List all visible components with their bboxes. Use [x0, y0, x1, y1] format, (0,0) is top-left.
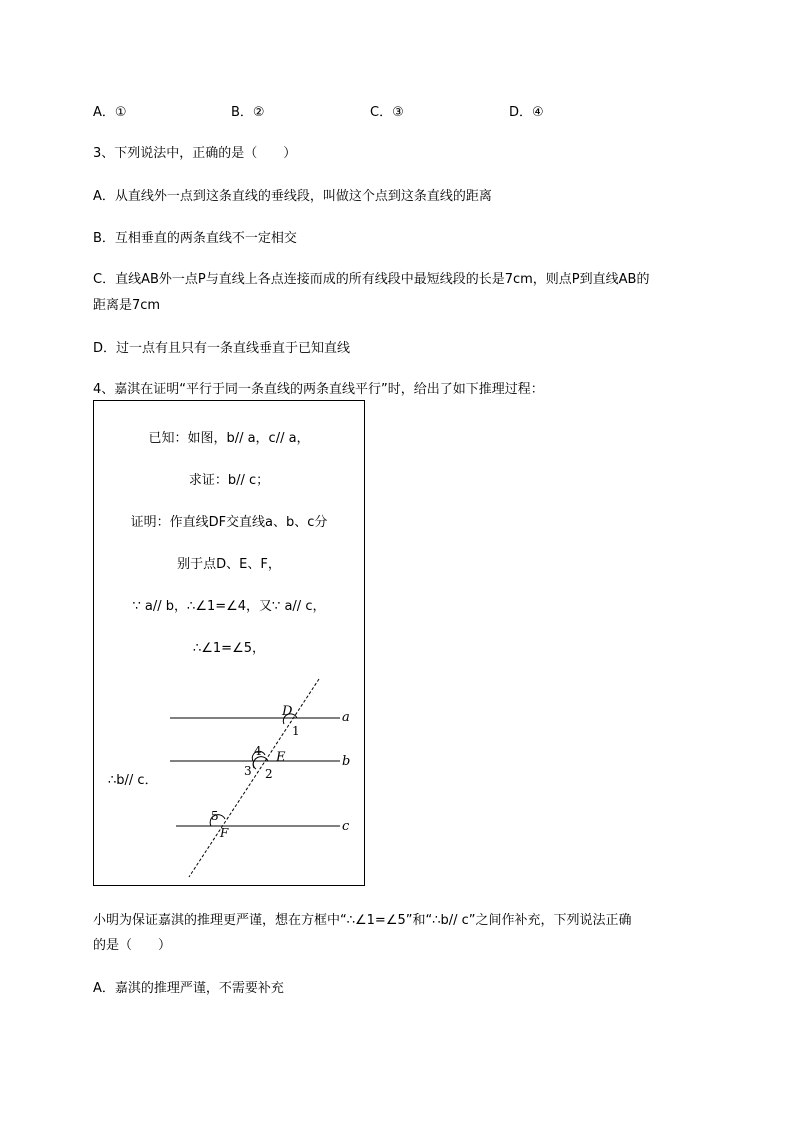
- transversal-df: [189, 679, 319, 877]
- proof-known: 已知：如图，b// a，c// a，: [148, 431, 310, 446]
- label-line-c: c: [342, 819, 350, 834]
- proof-prove: 求证：b// c；: [188, 473, 270, 488]
- label-point-f: F: [220, 826, 229, 840]
- label-angle-2: 2: [265, 767, 273, 781]
- q3-option-b: B．互相垂直的两条直线不一定相交: [93, 231, 297, 246]
- label-angle-4: 4: [254, 744, 262, 758]
- proof-line2: 别于点D、E、F，: [177, 557, 281, 572]
- label-angle-5: 5: [211, 809, 219, 823]
- q3-stem: 3、下列说法中，正确的是（ ）: [93, 146, 297, 161]
- q3-option-c-line2: 距离是7cm: [93, 298, 161, 313]
- proof-box: [93, 400, 365, 886]
- label-point-d: D: [282, 704, 293, 719]
- proof-line1: 证明：作直线DF交直线a、b、c分: [130, 515, 328, 530]
- q4-option-a: A．嘉淇的推理严谨，不需要补充: [93, 981, 284, 996]
- option-a: A．①: [93, 105, 127, 120]
- q4-stem: 4、嘉淇在证明“平行于同一条直线的两条直线平行”时，给出了如下推理过程：: [93, 382, 544, 397]
- label-angle-3: 3: [244, 764, 252, 778]
- parallel-lines-figure: [94, 401, 364, 885]
- proof-step2: ∴∠1=∠5，: [192, 641, 265, 656]
- label-line-b: b: [342, 754, 351, 769]
- option-c: C．③: [370, 105, 404, 120]
- q3-option-a: A．从直线外一点到这条直线的垂线段，叫做这个点到这条直线的距离: [93, 189, 492, 204]
- q3-option-d: D．过一点有且只有一条直线垂直于已知直线: [93, 341, 351, 356]
- option-b: B．②: [231, 105, 265, 120]
- label-line-a: a: [342, 710, 350, 725]
- proof-step1: ∵ a// b，∴∠1=∠4，又∵ a// c，: [132, 599, 326, 614]
- label-angle-1: 1: [292, 724, 300, 738]
- q4-follow-line1: 小明为保证嘉淇的推理更严谨，想在方框中“∴∠1=∠5”和“∴b// c”之间作补充，下列说法正确: [93, 913, 632, 928]
- option-d: D．④: [509, 105, 544, 120]
- q4-follow-line2: 的是（ ）: [93, 938, 172, 953]
- label-point-e: E: [276, 750, 286, 765]
- proof-conclusion: ∴b// c．: [108, 773, 158, 788]
- q3-option-c-line1: C．直线AB外一点P与直线上各点连接而成的所有线段中最短线段的长是7cm，则点P到直线AB的: [93, 272, 650, 287]
